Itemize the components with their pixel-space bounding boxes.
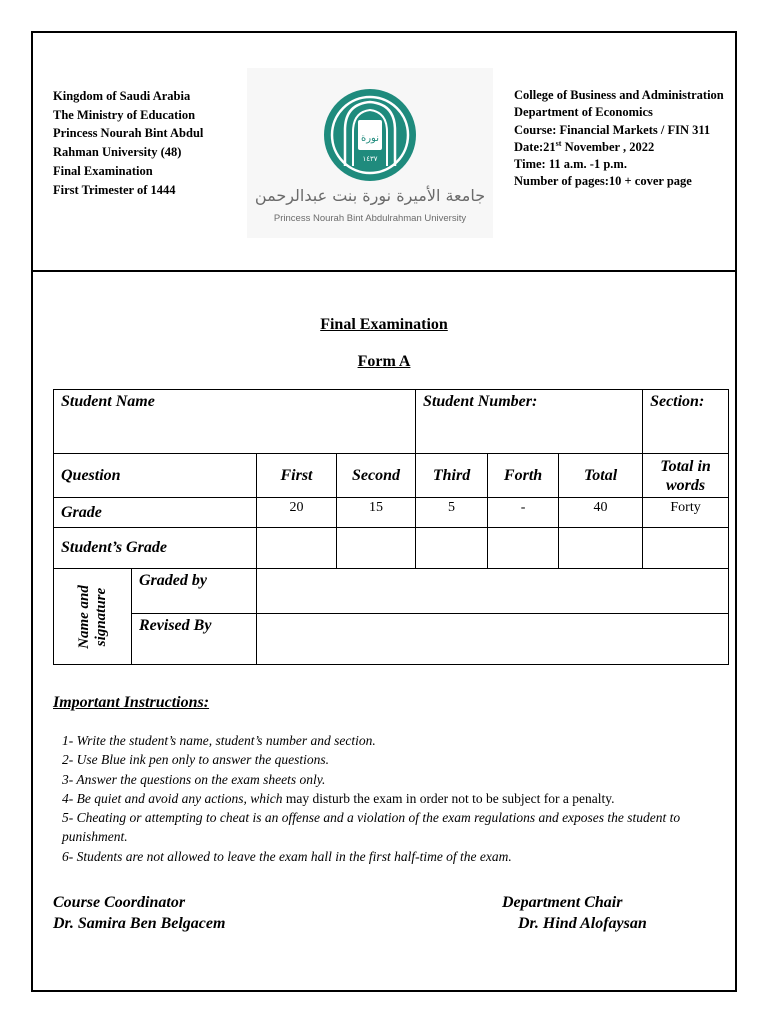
column-header: First <box>257 454 337 498</box>
university-logo <box>247 68 493 238</box>
instruction-item: 3- Answer the questions on the exam sheets only. <box>62 771 326 787</box>
chair-role: Department Chair <box>502 894 623 911</box>
course-name: Course: Financial Markets / FIN 311 <box>514 122 711 137</box>
column-header: Third <box>416 454 488 498</box>
logo-emblem <box>247 68 493 186</box>
instruction-item: 1- Write the student’s name, student’s number and section. <box>62 733 376 748</box>
students-grade-cell[interactable] <box>559 528 643 569</box>
name-signature-cell <box>54 569 132 665</box>
grade-value: 15 <box>337 498 416 528</box>
students-grade-cell[interactable] <box>643 528 729 569</box>
grade-value: 20 <box>257 498 337 528</box>
exam-title: Final Examination <box>320 316 448 333</box>
grade-value: - <box>488 498 559 528</box>
column-header: Second <box>337 454 416 498</box>
column-header: Forth <box>488 454 559 498</box>
coordinator-name: Dr. Samira Ben Belgacem <box>53 915 226 932</box>
header-divider <box>31 270 737 272</box>
instruction-item: 5- Cheating or attempting to cheat is an offense and a violation of the exam regulations and exposes the student to punishment. <box>62 810 681 845</box>
logo-english-name: Princess Nourah Bint Abdulrahman University <box>273 213 467 224</box>
header-left-line: Kingdom of Saudi Arabia <box>53 89 191 103</box>
header-right-block <box>514 87 724 191</box>
student-name-field[interactable]: Student Name <box>54 390 416 454</box>
form-title: Form A <box>357 353 411 370</box>
students-grade-cell[interactable] <box>257 528 337 569</box>
header-left-line: Rahman University (48) <box>53 145 182 160</box>
column-header: Total in words <box>643 454 729 498</box>
instructions-title: Important Instructions: <box>53 694 210 711</box>
grade-value: Forty <box>643 498 729 528</box>
instruction-item: 2- Use Blue ink pen only to answer the questions. <box>62 752 329 768</box>
instruction-item: 6- Students are not allowed to leave the exam hall in the first half-time of the exam. <box>62 848 512 864</box>
instruction-item: 4- Be quiet and avoid any actions, which may disturb the exam in order not to be subject for a penalty. <box>62 790 615 806</box>
instructions-list <box>62 731 702 866</box>
page-count: Number of pages:10 + cover page <box>514 174 692 189</box>
chair-name: Dr. Hind Alofaysan <box>518 915 647 932</box>
students-grade-cell[interactable] <box>416 528 488 569</box>
graded-by-field[interactable] <box>257 569 729 614</box>
column-header: Total <box>559 454 643 498</box>
students-grade-cell[interactable] <box>337 528 416 569</box>
grade-value: 5 <box>416 498 488 528</box>
grades-table <box>53 389 729 665</box>
department-chair-block <box>502 892 647 934</box>
graded-by-label: Graded by <box>132 569 257 614</box>
header-left-line: The Ministry of Education <box>53 107 196 122</box>
coordinator-role: Course Coordinator <box>53 894 186 911</box>
revised-by-field[interactable] <box>257 614 729 665</box>
logo-year: ١٤٣٧ <box>362 155 378 163</box>
students-grade-cell[interactable] <box>488 528 559 569</box>
revised-by-label: Revised By <box>132 614 257 665</box>
exam-time: Time: 11 a.m. -1 p.m. <box>514 157 627 172</box>
header-left-block <box>53 87 243 199</box>
section-field[interactable]: Section: <box>643 390 729 454</box>
exam-date: Date:21st November , 2022 <box>514 138 655 154</box>
student-number-field[interactable]: Student Number: <box>416 390 643 454</box>
students-grade-label: Student’s Grade <box>54 528 257 569</box>
question-label: Question <box>54 454 257 498</box>
grade-label: Grade <box>54 498 257 528</box>
header-left-line: First Trimester of 1444 <box>53 182 176 197</box>
header-left-line: Final Examination <box>53 163 153 178</box>
course-coordinator-block <box>53 892 225 934</box>
logo-arabic-name: جامعة الأميرة نورة بنت عبدالرحمن <box>254 186 486 205</box>
department-name: Department of Economics <box>514 105 653 120</box>
college-name: College of Business and Administration <box>514 88 724 102</box>
grade-value: 40 <box>559 498 643 528</box>
name-signature-label: Name and signature <box>75 584 109 649</box>
logo-monogram: نورة <box>360 133 380 144</box>
header-left-line: Princess Nourah Bint Abdul <box>53 126 204 141</box>
